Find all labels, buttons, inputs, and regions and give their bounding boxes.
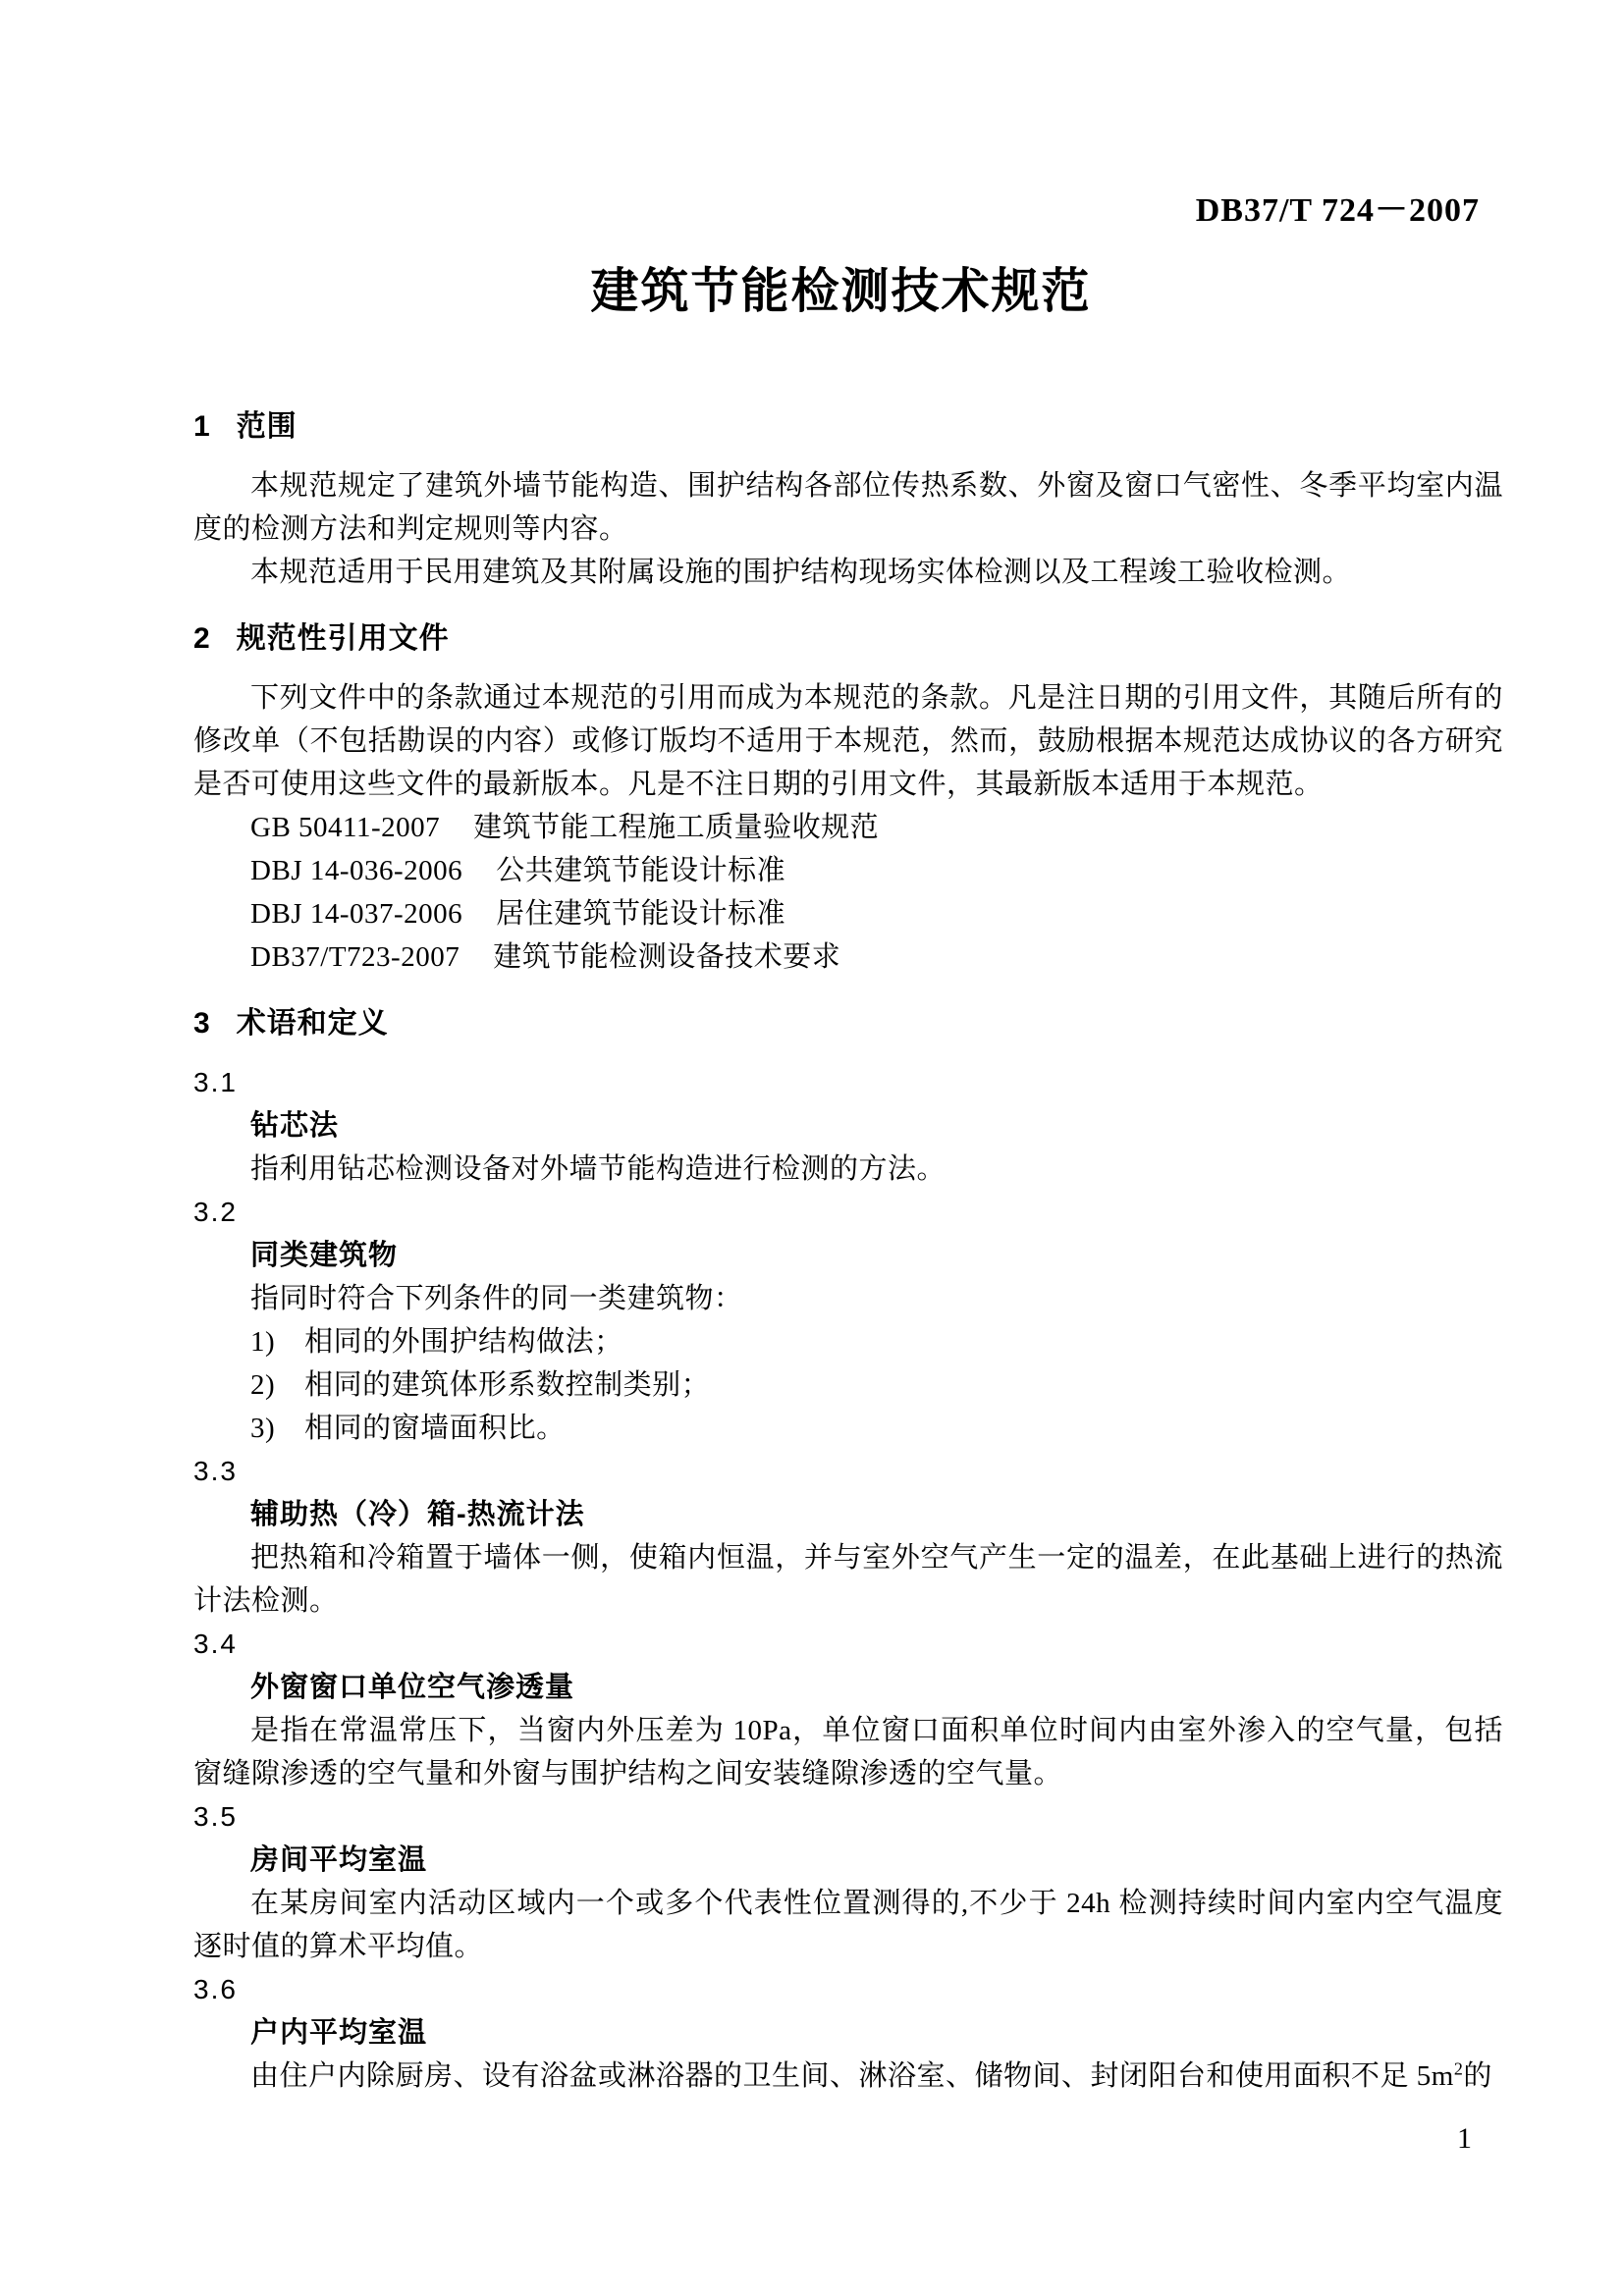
doc-title: 建筑节能检测技术规范 [590, 265, 1092, 318]
section-1-heading [193, 405, 1503, 449]
list-item-text: 相同的窗墙面积比。 [304, 1413, 566, 1444]
term-3-3-name: 辅助热（冷）箱-热流计法 [250, 1499, 585, 1530]
term-3-5-name: 房间平均室温 [250, 1844, 428, 1876]
list-item-text: 相同的建筑体形系数控制类别； [304, 1369, 711, 1401]
term-3-4-number: 3.4 [193, 1629, 238, 1659]
section-1-paragraph-1: 本规范规定了建筑外墙节能构造、围护结构各部位传热系数、外窗及窗口气密性、冬季平均室内温度的检测方法和判定规则等内容。 [193, 470, 1503, 545]
term-3-1-name: 钻芯法 [250, 1110, 340, 1142]
term-3-6-name: 户内平均室温 [250, 2017, 428, 2049]
term-3-5-definition: 在某房间室内活动区域内一个或多个代表性位置测得的,不少于 24h 检测持续时间内室内空气温度逐时值的算术平均值。 [193, 1888, 1503, 1962]
term-3-1-number: 3.1 [193, 1067, 238, 1097]
term-3-4-name: 外窗窗口单位空气渗透量 [250, 1672, 575, 1703]
term-3-2-name: 同类建筑物 [250, 1240, 399, 1271]
section-1-number: 1 [193, 410, 211, 443]
term-3-6-number: 3.6 [193, 1974, 238, 2004]
page-number: 1 [1457, 2122, 1472, 2155]
section-3-number: 3 [193, 1007, 211, 1040]
term-3-4-definition: 是指在常温常压下，当窗内外压差为 10Pa，单位窗口面积单位时间内由室外渗入的空气量，包括窗缝隙渗透的空气量和外窗与围护结构之间安装缝隙渗透的空气量。 [193, 1715, 1503, 1789]
term-3-1-definition: 指利用钻芯检测设备对外墙节能构造进行检测的方法。 [250, 1153, 947, 1185]
definition-text: 的 [1463, 2060, 1492, 2092]
reference-title: 公共建筑节能设计标准 [496, 855, 786, 886]
reference-item [193, 849, 1503, 892]
term-3-2-number: 3.2 [193, 1197, 238, 1227]
definition-text: 由住户内除厨房、设有浴盆或淋浴器的卫生间、淋浴室、储物间、封闭阳台和使用面积不足 5m [250, 2060, 1454, 2092]
list-item-number: 3) [250, 1413, 276, 1444]
superscript-2: 2 [1453, 2058, 1464, 2079]
section-3-title: 术语和定义 [236, 1007, 389, 1040]
reference-code: GB 50411-2007 [250, 812, 441, 843]
list-item [193, 1320, 1503, 1363]
reference-code: DBJ 14-036-2006 [250, 855, 463, 886]
section-3-heading [193, 1002, 1503, 1045]
reference-title: 居住建筑节能设计标准 [496, 898, 786, 930]
section-2-heading [193, 617, 1503, 661]
reference-item [193, 892, 1503, 935]
term-3-6-definition [193, 2055, 1503, 2098]
reference-item [193, 806, 1503, 849]
term-3-3-definition: 把热箱和冷箱置于墙体一侧，使箱内恒温，并与室外空气产生一定的温差，在此基础上进行的热流计法检测。 [193, 1542, 1503, 1617]
section-2-number: 2 [193, 622, 211, 655]
section-1-title: 范围 [236, 410, 298, 443]
list-item-number: 2) [250, 1369, 276, 1401]
section-2-title: 规范性引用文件 [236, 622, 450, 655]
doc-number: DB37/T 724－2007 [1195, 192, 1480, 229]
reference-title: 建筑节能检测设备技术要求 [493, 941, 841, 973]
reference-item [193, 935, 1503, 979]
reference-code: DB37/T723-2007 [250, 941, 460, 973]
term-3-3-number: 3.3 [193, 1456, 238, 1486]
section-1-paragraph-2: 本规范适用于民用建筑及其附属设施的围护结构现场实体检测以及工程竣工验收检测。 [250, 557, 1352, 588]
term-3-5-number: 3.5 [193, 1801, 238, 1832]
list-item-number: 1) [250, 1326, 276, 1358]
list-item [193, 1363, 1503, 1407]
section-2-paragraph-1: 下列文件中的条款通过本规范的引用而成为本规范的条款。凡是注日期的引用文件，其随后所有的修改单（不包括勘误的内容）或修订版均不适用于本规范，然而，鼓励根据本规范达成协议的各方研究是否可使用这些文件的最新版本。凡是不注日期的引用文件，其最新版本适用于本规范。 [193, 682, 1503, 800]
reference-code: DBJ 14-037-2006 [250, 898, 463, 930]
reference-title: 建筑节能工程施工质量验收规范 [473, 812, 880, 843]
document-body [193, 405, 1503, 2098]
list-item [193, 1407, 1503, 1450]
term-3-2-definition: 指同时符合下列条件的同一类建筑物： [250, 1283, 743, 1314]
list-item-text: 相同的外围护结构做法； [304, 1326, 623, 1358]
